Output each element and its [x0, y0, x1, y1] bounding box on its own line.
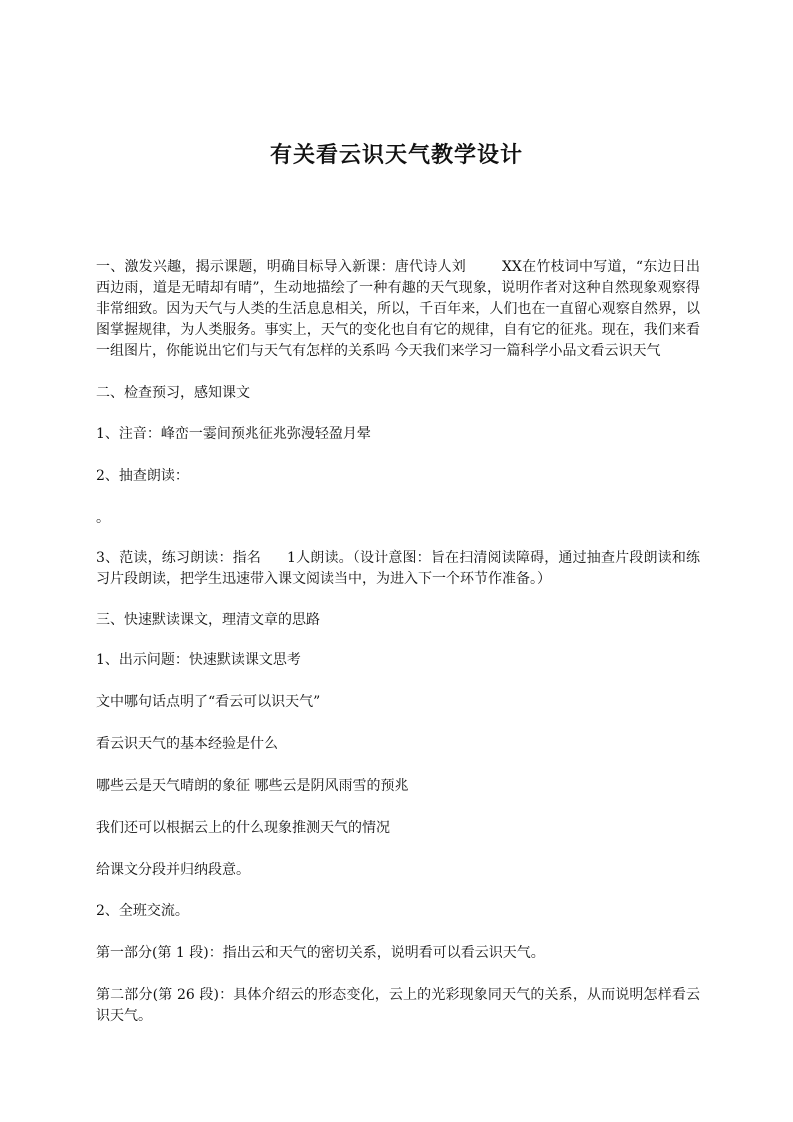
list-item-pinyin: 1、注音：峰峦一霎间预兆征兆弥漫轻盈月晕 [96, 426, 371, 442]
list-item-class-exchange: 2、全班交流。 [96, 903, 189, 919]
model-reading-start: 3、范读，练习朗读：指名 [96, 550, 262, 566]
question-3: 哪些云是天气晴朗的象征 哪些云是阴风雨雪的预兆 [96, 778, 409, 794]
period-mark: 。 [96, 510, 110, 526]
document-body [96, 257, 700, 1027]
question-4: 我们还可以根据云上的什么现象推测天气的情况 [96, 820, 390, 836]
model-reading-rest: 1人朗读。（设计意图：旨在扫清阅读障碍，通过抽查片段朗读和练习片段朗读，把学生迅速带入课文阅读当中，为进入下一个环节作准备。） [96, 550, 700, 587]
intro-text-start: 一、激发兴趣，揭示课题，明确目标导入新课：唐代诗人刘 [96, 259, 466, 275]
section-heading-2: 二、检查预习，感知课文 [96, 385, 250, 401]
part-1-summary: 第一部分(第 1 段)：指出云和天气的密切关系，说明看可以看云识天气。 [96, 945, 545, 961]
part-2-summary: 第二部分(第 26 段)：具体介绍云的形态变化，云上的光彩现象同天气的关系，从而说明怎样看云识天气。 [96, 987, 700, 1024]
question-1: 文中哪句话点明了“看云可以识天气” [96, 694, 321, 710]
paragraph-intro [96, 257, 700, 362]
paragraph-model-reading [96, 548, 700, 590]
question-5: 给课文分段并归纳段意。 [96, 862, 250, 878]
document-title: 有关看云识天气教学设计 [269, 143, 523, 168]
question-2: 看云识天气的基本经验是什么 [96, 736, 278, 752]
list-item-reading-check: 2、抽查朗读： [96, 468, 189, 484]
list-item-questions-intro: 1、出示问题：快速默读课文思考 [96, 652, 301, 668]
intro-text-rest: XX在竹枝词中写道，“东边日出西边雨，道是无晴却有晴”，生动地描绘了一种有趣的天气现象，说明作者对这种自然现象观察得非常细致。因为天气与人类的生活息息相关，所以，千百年来，人们也在一直留心观察自然界，以图掌握规律，为人类服务。事实上，天气的变化也自有它的规律，自有它的征兆。现在，我们来看一组图片，你能说出它们与天气有怎样的关系吗 今天我们来学习一篇科学小品文看云识天气 [96, 259, 700, 359]
section-heading-3: 三、快速默读课文，理清文章的思路 [96, 612, 320, 628]
